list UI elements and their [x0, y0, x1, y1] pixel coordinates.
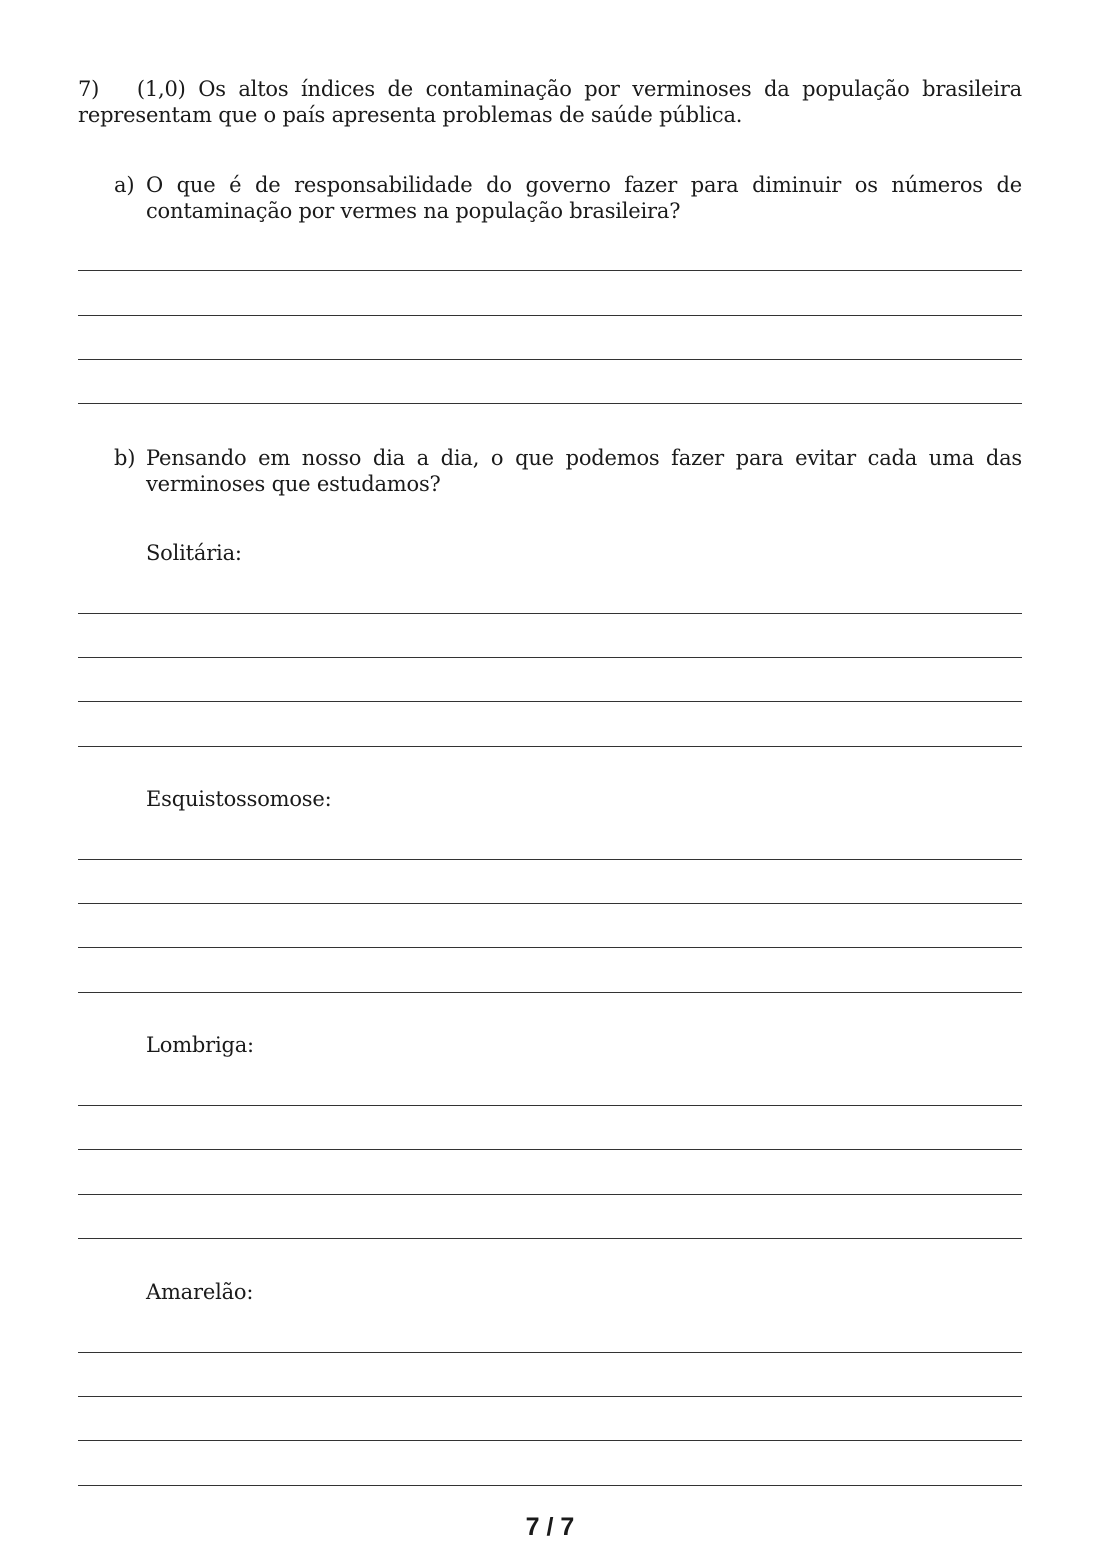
- answer-line-esquistossomose-3[interactable]: [78, 947, 1022, 948]
- question-text: Os altos índices de contaminação por verminoses da população brasileira representam que o país apresenta problemas de saúde pública.: [78, 77, 1022, 127]
- answer-line-amarelao-4[interactable]: [78, 1485, 1022, 1486]
- answer-line-a-2[interactable]: [78, 315, 1022, 316]
- answer-line-solitaria-2[interactable]: [78, 657, 1022, 658]
- answer-line-lombriga-3[interactable]: [78, 1194, 1022, 1195]
- disease-label-lombriga: Lombriga:: [146, 1033, 254, 1057]
- answer-line-a-3[interactable]: [78, 359, 1022, 360]
- answer-line-amarelao-3[interactable]: [78, 1440, 1022, 1441]
- question-7-statement: [78, 76, 1022, 128]
- item-a-text: O que é de responsabilidade do governo fazer para diminuir os números de contaminação por vermes na população brasileira?: [146, 173, 1022, 223]
- answer-line-esquistossomose-2[interactable]: [78, 903, 1022, 904]
- answer-line-solitaria-1[interactable]: [78, 613, 1022, 614]
- item-a-marker: a): [114, 173, 135, 197]
- answer-line-amarelao-1[interactable]: [78, 1352, 1022, 1353]
- answer-line-a-1[interactable]: [78, 270, 1022, 271]
- question-points: (1,0): [136, 77, 186, 101]
- disease-label-solitaria: Solitária:: [146, 541, 242, 565]
- answer-line-a-4[interactable]: [78, 403, 1022, 404]
- question-number: 7): [78, 77, 100, 101]
- answer-line-amarelao-2[interactable]: [78, 1396, 1022, 1397]
- page-number: 7 / 7: [525, 1513, 575, 1541]
- answer-line-lombriga-4[interactable]: [78, 1238, 1022, 1239]
- answer-line-lombriga-2[interactable]: [78, 1149, 1022, 1150]
- disease-label-amarelao: Amarelão:: [146, 1280, 254, 1304]
- item-b-marker: b): [114, 446, 136, 470]
- disease-label-esquistossomose: Esquistossomose:: [146, 787, 332, 811]
- answer-line-esquistossomose-4[interactable]: [78, 992, 1022, 993]
- answer-line-solitaria-4[interactable]: [78, 746, 1022, 747]
- answer-line-lombriga-1[interactable]: [78, 1105, 1022, 1106]
- item-b-text: Pensando em nosso dia a dia, o que podemos fazer para evitar cada uma das verminoses que estudamos?: [146, 446, 1022, 496]
- answer-line-solitaria-3[interactable]: [78, 701, 1022, 702]
- answer-line-esquistossomose-1[interactable]: [78, 859, 1022, 860]
